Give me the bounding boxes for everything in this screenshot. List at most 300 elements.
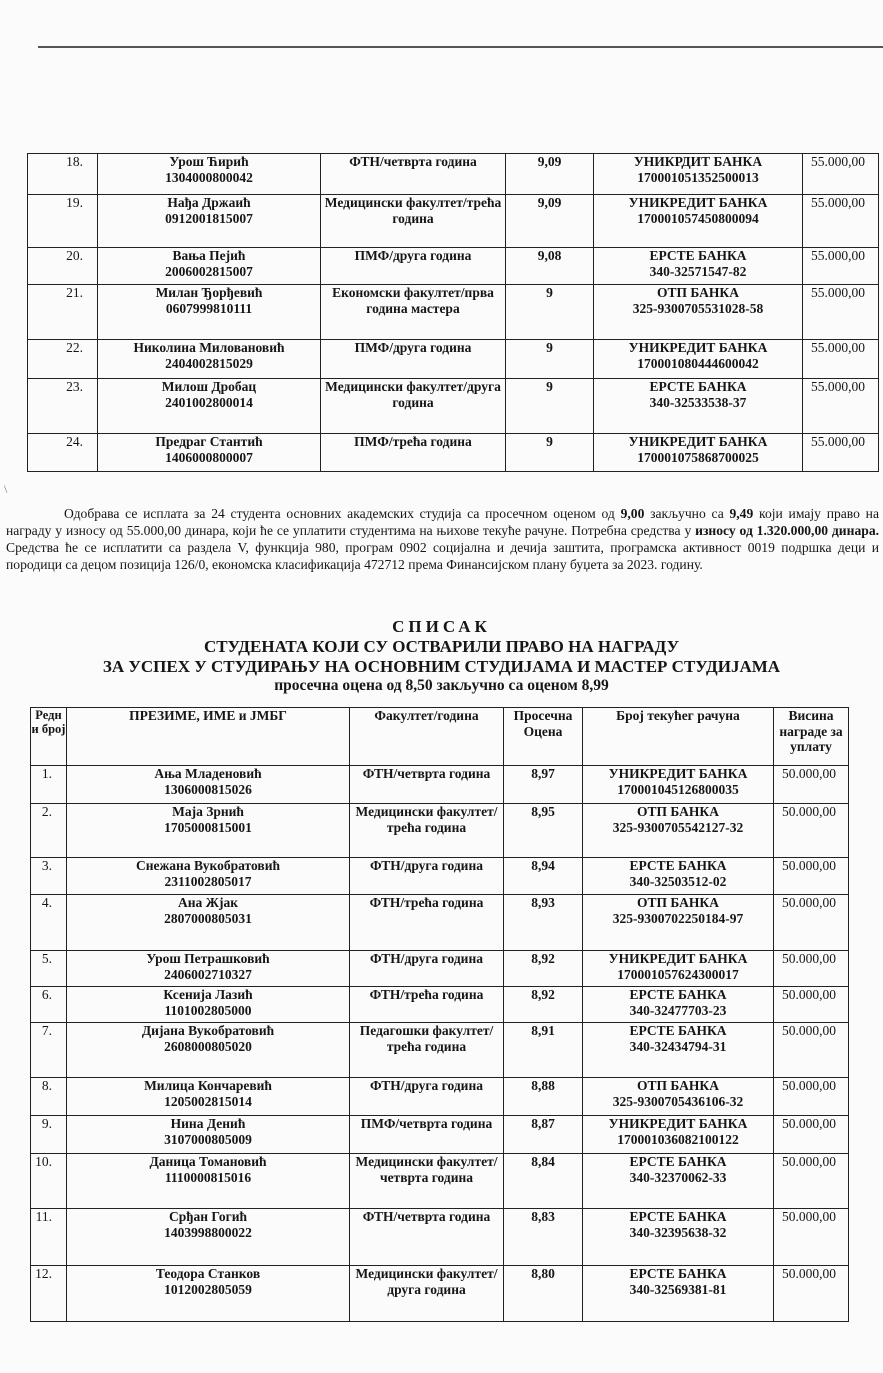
bank-account-account: 340-32370062-33 [629, 1169, 727, 1185]
row-number [28, 195, 98, 248]
faculty-year [350, 951, 504, 987]
bank-account [583, 766, 774, 804]
row-number [31, 1116, 67, 1154]
award-amount [803, 154, 879, 195]
table-row [28, 195, 879, 248]
student-name-jmbg [98, 154, 321, 195]
table-row [31, 1266, 849, 1322]
faculty-year [350, 1078, 504, 1116]
student-name-jmbg-jmbg: 1406000800007 [165, 449, 253, 465]
table-row [31, 766, 849, 804]
average-grade [504, 1209, 583, 1266]
student-name-jmbg [98, 379, 321, 434]
row-number [31, 1209, 67, 1266]
page-top-rule [38, 46, 883, 48]
table-row [31, 1154, 849, 1209]
bank-account [594, 379, 803, 434]
row-number [31, 951, 67, 987]
student-name-jmbg-name: Нађа Држаић [167, 195, 251, 210]
student-name-jmbg-jmbg: 2404002815029 [165, 355, 253, 371]
bank-account-account: 340-32569381-81 [629, 1281, 727, 1297]
table-row [28, 248, 879, 285]
row-number-num: 1. [41, 766, 52, 781]
bank-account-account: 340-32395638-32 [629, 1224, 727, 1240]
bank-account-bank: ЕРСТЕ БАНКА [629, 987, 727, 1002]
row-number [31, 895, 67, 951]
student-name-jmbg-jmbg: 1304000800042 [165, 169, 253, 185]
award-table-part2 [30, 707, 849, 1322]
bank-account-account: 340-32477703-23 [629, 1002, 727, 1018]
award-amount-amount: 50.000,00 [782, 858, 836, 873]
award-amount [803, 340, 879, 379]
average-grade [504, 858, 583, 895]
student-name-jmbg [67, 895, 350, 951]
student-name-jmbg [67, 1154, 350, 1209]
bank-account-bank: УНИКРЕДИТ БАНКА [608, 951, 748, 966]
student-name-jmbg [98, 248, 321, 285]
row-number-num: 5. [41, 951, 52, 966]
student-name-jmbg-name: Теодора Станков [155, 1266, 261, 1281]
award-amount-amount: 55.000,00 [811, 340, 865, 355]
bank-account [594, 434, 803, 472]
student-name-jmbg-name: Урош Петрашковић [146, 951, 270, 966]
average-grade [506, 285, 594, 340]
award-amount-amount: 50.000,00 [782, 804, 836, 819]
student-name-jmbg-name: Ања Младеновић [154, 766, 262, 781]
award-amount-amount: 50.000,00 [782, 1209, 836, 1224]
table-row [31, 1078, 849, 1116]
average-grade [504, 1116, 583, 1154]
faculty-year [350, 1209, 504, 1266]
average-grade-avg: 9,09 [537, 195, 562, 210]
faculty-year [321, 340, 506, 379]
row-number [31, 1078, 67, 1116]
faculty-year [350, 1154, 504, 1209]
bank-account-bank: ЕРСТЕ БАНКА [629, 1154, 727, 1169]
table-row [28, 285, 879, 340]
faculty-year [321, 154, 506, 195]
faculty-year [321, 285, 506, 340]
bank-account [594, 248, 803, 285]
faculty-year-faculty: ФТН/трећа година [369, 987, 484, 1002]
faculty-year-faculty: Медицински факултет/четврта година [355, 1154, 498, 1185]
row-number [31, 804, 67, 858]
faculty-year-faculty: ПМФ/друга година [354, 340, 472, 355]
student-name-jmbg-jmbg: 1705000815001 [164, 819, 252, 835]
student-name-jmbg [98, 434, 321, 472]
row-number-num: 18. [66, 154, 83, 169]
average-grade-avg: 9,08 [537, 248, 562, 263]
award-amount [774, 766, 849, 804]
student-name-jmbg-name: Николина Миловановић [133, 340, 285, 355]
bank-account-account: 325-9300705542127-32 [612, 819, 744, 835]
faculty-year-faculty: Медицински факултет/трећа година [324, 195, 502, 226]
bank-account-account: 325-9300702250184-97 [612, 910, 744, 926]
student-name-jmbg-name: Снежана Вукобратовић [136, 858, 280, 873]
faculty-year-faculty: ФТН/друга година [370, 1078, 483, 1093]
student-name-jmbg [67, 1209, 350, 1266]
average-grade-avg: 8,92 [531, 951, 555, 966]
row-number [28, 248, 98, 285]
row-number-num: 22. [66, 340, 83, 355]
award-amount [774, 895, 849, 951]
list-heading-title: СПИСАК [392, 617, 491, 636]
award-amount-amount: 55.000,00 [811, 154, 865, 169]
student-name-jmbg [67, 1116, 350, 1154]
table-row [31, 1023, 849, 1078]
faculty-year-faculty: ФТН/четврта година [362, 1209, 491, 1224]
award-table-part1 [27, 153, 879, 472]
row-number-num: 24. [66, 434, 83, 449]
student-name-jmbg [67, 804, 350, 858]
award-amount-amount: 50.000,00 [782, 895, 836, 910]
table-row [31, 804, 849, 858]
average-grade-avg: 8,87 [531, 1116, 555, 1131]
table-row [31, 987, 849, 1023]
average-grade [506, 434, 594, 472]
student-name-jmbg-jmbg: 0912001815007 [165, 210, 253, 226]
award-amount-amount: 55.000,00 [811, 434, 865, 449]
faculty-year-faculty: ФТН/четврта година [362, 766, 491, 781]
row-number-num: 8. [41, 1078, 52, 1093]
average-grade [504, 766, 583, 804]
bank-account-bank: ЕРСТЕ БАНКА [629, 858, 727, 873]
average-grade [506, 379, 594, 434]
student-name-jmbg [67, 858, 350, 895]
faculty-year [350, 1116, 504, 1154]
faculty-year [350, 1023, 504, 1078]
faculty-year [350, 1266, 504, 1322]
student-name-jmbg [67, 951, 350, 987]
bank-account-account: 170001057450800094 [637, 210, 759, 226]
bank-account-account: 170001051352500013 [637, 169, 759, 185]
award-amount [774, 951, 849, 987]
award-amount [803, 285, 879, 340]
student-name-jmbg-name: Ана Жјак [177, 895, 239, 910]
row-number [28, 340, 98, 379]
award-amount [774, 1023, 849, 1078]
faculty-year [321, 379, 506, 434]
student-name-jmbg [67, 1023, 350, 1078]
faculty-year-faculty: ПМФ/трећа година [354, 434, 472, 449]
faculty-year [350, 987, 504, 1023]
award-amount [803, 434, 879, 472]
faculty-year [321, 248, 506, 285]
row-number [28, 434, 98, 472]
row-number [31, 1266, 67, 1322]
col-header-average: Просечна Оцена [504, 708, 583, 766]
average-grade-avg: 8,88 [531, 1078, 555, 1093]
student-name-jmbg-name: Урош Ћирић [169, 154, 249, 169]
student-name-jmbg-name: Даница Томановић [149, 1154, 267, 1169]
table-row [28, 434, 879, 472]
bank-account-bank: УНИКРЕДИТ БАНКА [628, 340, 768, 355]
award-amount [774, 987, 849, 1023]
student-name-jmbg [98, 195, 321, 248]
student-name-jmbg-name: Маја Зрнић [172, 804, 244, 819]
bank-account [583, 1023, 774, 1078]
bank-account-bank: ОТП БАНКА [637, 804, 719, 819]
bank-account-account: 340-32434794-31 [629, 1038, 727, 1054]
average-grade [506, 154, 594, 195]
average-grade-avg: 9,09 [537, 154, 562, 169]
student-name-jmbg-jmbg: 2807000805031 [164, 910, 252, 926]
award-amount [774, 1209, 849, 1266]
award-amount-amount: 55.000,00 [811, 195, 865, 210]
faculty-year [350, 895, 504, 951]
bank-account-account: 170001075868700025 [637, 449, 759, 465]
faculty-year [350, 858, 504, 895]
student-name-jmbg-jmbg: 2608000805020 [164, 1038, 252, 1054]
student-name-jmbg-jmbg: 1205002815014 [164, 1093, 252, 1109]
average-grade-avg: 8,95 [531, 804, 555, 819]
bank-account-bank: ЕРСТЕ БАНКА [629, 1266, 727, 1281]
student-name-jmbg-jmbg: 1306000815026 [164, 781, 252, 797]
faculty-year [321, 434, 506, 472]
row-number-num: 4. [41, 895, 52, 910]
bank-account [583, 895, 774, 951]
bank-account-bank: ЕРСТЕ БАНКА [629, 1023, 727, 1038]
bank-account [583, 1209, 774, 1266]
average-grade-avg: 8,92 [531, 987, 555, 1002]
table-row [31, 895, 849, 951]
average-grade [504, 1266, 583, 1322]
row-number-num: 23. [66, 379, 83, 394]
bank-account-account: 170001045126800035 [617, 781, 739, 797]
average-grade-avg: 8,93 [531, 895, 555, 910]
student-name-jmbg-jmbg: 1403998800022 [164, 1224, 252, 1240]
faculty-year-faculty: ФТН/друга година [370, 951, 483, 966]
student-name-jmbg [67, 766, 350, 804]
bank-account [583, 1116, 774, 1154]
row-number-num: 12. [35, 1266, 52, 1281]
average-grade-avg: 9 [546, 379, 553, 394]
col-header-num: Редн и број [31, 708, 67, 766]
bank-account [583, 804, 774, 858]
row-number-num: 3. [41, 858, 52, 873]
faculty-year-faculty: Економски факултет/прва година мастера [332, 285, 494, 316]
average-grade [504, 1023, 583, 1078]
faculty-year-faculty: ФТН/четврта година [349, 154, 477, 169]
bank-account-bank: УНИКРЕДИТ БАНКА [608, 1116, 748, 1131]
bank-account-bank: УНИКРДИТ БАНКА [633, 154, 763, 169]
average-grade [504, 1154, 583, 1209]
award-amount-amount: 55.000,00 [811, 285, 865, 300]
student-name-jmbg [98, 340, 321, 379]
list-heading-criteria: просечна оцена од 8,50 закључно са оценом 8,99 [274, 677, 609, 694]
row-number-num: 2. [41, 804, 52, 819]
faculty-year-faculty: ПМФ/четврта година [360, 1116, 493, 1131]
average-grade [504, 804, 583, 858]
bank-account [594, 340, 803, 379]
table-row [28, 379, 879, 434]
average-grade [504, 951, 583, 987]
student-name-jmbg-name: Дијана Вукобратовић [141, 1023, 275, 1038]
bank-account-account: 340-32503512-02 [629, 873, 727, 889]
award-amount [774, 858, 849, 895]
faculty-year [350, 804, 504, 858]
award-amount-amount: 50.000,00 [782, 951, 836, 966]
col-header-account: Број текућег рачуна [583, 708, 774, 766]
faculty-year-faculty: Педагошки факултет/трећа година [359, 1023, 494, 1054]
row-number-num: 11. [35, 1209, 52, 1224]
table-row [28, 340, 879, 379]
average-grade [504, 895, 583, 951]
bank-account [583, 858, 774, 895]
average-grade [506, 340, 594, 379]
award-amount-amount: 50.000,00 [782, 1078, 836, 1093]
row-number [31, 858, 67, 895]
award-amount [774, 1116, 849, 1154]
student-name-jmbg-jmbg: 3107000805009 [164, 1131, 252, 1147]
row-number-num: 9. [41, 1116, 52, 1131]
student-name-jmbg-name: Милан Ђорђевић [155, 285, 263, 300]
average-grade-avg: 8,94 [531, 858, 555, 873]
bank-account-bank: ЕРСТЕ БАНКА [649, 379, 747, 394]
average-grade-avg: 8,83 [531, 1209, 555, 1224]
award-amount-amount: 50.000,00 [782, 1154, 836, 1169]
col-header-faculty: Факултет/година [350, 708, 504, 766]
bank-account [583, 987, 774, 1023]
bank-account [583, 1078, 774, 1116]
average-grade [506, 248, 594, 285]
row-number [31, 1023, 67, 1078]
student-name-jmbg-jmbg: 1012002805059 [164, 1281, 252, 1297]
bank-account-bank: УНИКРЕДИТ БАНКА [608, 766, 748, 781]
student-name-jmbg-jmbg: 2311002805017 [164, 873, 252, 889]
list-heading-line3: ЗА УСПЕХ У СТУДИРАЊУ НА ОСНОВНИМ СТУДИЈАМА И МАСТЕР СТУДИЈАМА [102, 657, 781, 676]
award-amount [774, 804, 849, 858]
bank-account [594, 285, 803, 340]
faculty-year [321, 195, 506, 248]
average-grade [504, 1078, 583, 1116]
award-amount-amount: 50.000,00 [782, 1023, 836, 1038]
approval-paragraph: Одобрава се исплата за 24 студента основних академских студија са просечном оценом од 9,00 закључно са 9,49 који имају право на награду у износу од 55.000,00 динара, који ће се уплатити студентима на њихове текуће рачуне. Потребна средства у износу од 1.320.000,00 динара. Средства ће се исплатити са раздела V, функција 980, програм 0902 социјална и дечија заштита, програмска активност 0019 подршка деци и породици са децом позиција 126/0, економска класификација 472712 према Финансијском плану буџета за 2023. годину. [6, 506, 880, 572]
row-number [31, 1154, 67, 1209]
table-row [28, 154, 879, 195]
average-grade-avg: 9 [546, 434, 553, 449]
award-amount-amount: 50.000,00 [782, 1116, 836, 1131]
award-amount [774, 1266, 849, 1322]
bank-account-account: 170001080444600042 [637, 355, 759, 371]
bank-account-bank: УНИКРЕДИТ БАНКА [628, 195, 768, 210]
col-header-name: ПРЕЗИМЕ, ИМЕ и ЈМБГ [67, 708, 350, 766]
scan-mark: \ [4, 482, 8, 496]
row-number [28, 379, 98, 434]
award-amount [803, 195, 879, 248]
student-name-jmbg-name: Милош Дробац [161, 379, 257, 394]
bank-account [594, 195, 803, 248]
col-header-amount: Висина награде за уплату [774, 708, 849, 766]
faculty-year-faculty: Медицински факултет/трећа година [355, 804, 498, 835]
row-number [28, 154, 98, 195]
average-grade-avg: 9 [546, 340, 553, 355]
bank-account-bank: ЕРСТЕ БАНКА [649, 248, 747, 263]
bank-account [583, 951, 774, 987]
average-grade [504, 987, 583, 1023]
bank-account-account: 325-9300705436106-32 [612, 1093, 744, 1109]
average-grade-avg: 9 [546, 285, 553, 300]
bank-account-bank: ОТП БАНКА [637, 1078, 719, 1093]
bank-account-account: 325-9300705531028-58 [632, 300, 764, 316]
student-name-jmbg-name: Ксенија Лазић [163, 987, 253, 1002]
faculty-year-faculty: ФТН/друга година [370, 858, 483, 873]
row-number-num: 19. [66, 195, 83, 210]
student-name-jmbg-jmbg: 0607999810111 [165, 300, 253, 316]
bank-account-bank: УНИКРЕДИТ БАНКА [628, 434, 768, 449]
student-name-jmbg-jmbg: 1101002805000 [164, 1002, 252, 1018]
table-row [31, 1209, 849, 1266]
average-grade-avg: 8,91 [531, 1023, 555, 1038]
bank-account [583, 1154, 774, 1209]
student-name-jmbg-name: Срђан Гогић [169, 1209, 247, 1224]
student-name-jmbg-jmbg: 2401002800014 [165, 394, 253, 410]
student-name-jmbg [98, 285, 321, 340]
faculty-year-faculty: Медицински факултет/друга година [325, 379, 501, 410]
student-name-jmbg-name: Вања Пејић [172, 248, 246, 263]
student-name-jmbg [67, 1078, 350, 1116]
award-amount [803, 379, 879, 434]
award-amount-amount: 50.000,00 [782, 1266, 836, 1281]
student-name-jmbg [67, 1266, 350, 1322]
faculty-year [350, 766, 504, 804]
bank-account-account: 170001057624300017 [617, 966, 739, 982]
award-amount [803, 248, 879, 285]
table-row [31, 951, 849, 987]
list-heading-line2: СТУДЕНАТА КОЈИ СУ ОСТВАРИЛИ ПРАВО НА НАГРАДУ [203, 637, 680, 656]
bank-account-account: 340-32571547-82 [649, 263, 747, 279]
student-name-jmbg-jmbg: 2406002710327 [164, 966, 252, 982]
bank-account-account: 170001036082100122 [617, 1131, 739, 1147]
row-number-num: 7. [41, 1023, 52, 1038]
faculty-year-faculty: ФТН/трећа година [369, 895, 484, 910]
row-number-num: 21. [66, 285, 83, 300]
average-grade-avg: 8,97 [531, 766, 555, 781]
student-name-jmbg [67, 987, 350, 1023]
student-name-jmbg-jmbg: 1110000815016 [164, 1169, 252, 1185]
student-name-jmbg-name: Предраг Стантић [155, 434, 263, 449]
award-amount [774, 1154, 849, 1209]
bank-account-bank: ЕРСТЕ БАНКА [629, 1209, 727, 1224]
bank-account [583, 1266, 774, 1322]
award-amount-amount: 50.000,00 [782, 766, 836, 781]
average-grade-avg: 8,80 [531, 1266, 555, 1281]
row-number [28, 285, 98, 340]
table-row [31, 1116, 849, 1154]
award-amount-amount: 55.000,00 [811, 379, 865, 394]
award-amount-amount: 55.000,00 [811, 248, 865, 263]
award-amount [774, 1078, 849, 1116]
row-number-num: 10. [35, 1154, 52, 1169]
student-name-jmbg-jmbg: 2006002815007 [165, 263, 253, 279]
average-grade-avg: 8,84 [531, 1154, 555, 1169]
row-number [31, 766, 67, 804]
award-amount-amount: 50.000,00 [782, 987, 836, 1002]
bank-account-bank: ОТП БАНКА [637, 895, 719, 910]
bank-account [594, 154, 803, 195]
table-row [31, 858, 849, 895]
row-number-num: 6. [41, 987, 52, 1002]
average-grade [506, 195, 594, 248]
bank-account-bank: ОТП БАНКА [657, 285, 739, 300]
faculty-year-faculty: Медицински факултет/друга година [355, 1266, 498, 1297]
row-number [31, 987, 67, 1023]
row-number-num: 20. [66, 248, 83, 263]
student-name-jmbg-name: Нина Денић [170, 1116, 246, 1131]
student-name-jmbg-name: Милица Кончаревић [144, 1078, 272, 1093]
bank-account-account: 340-32533538-37 [649, 394, 747, 410]
faculty-year-faculty: ПМФ/друга година [354, 248, 472, 263]
